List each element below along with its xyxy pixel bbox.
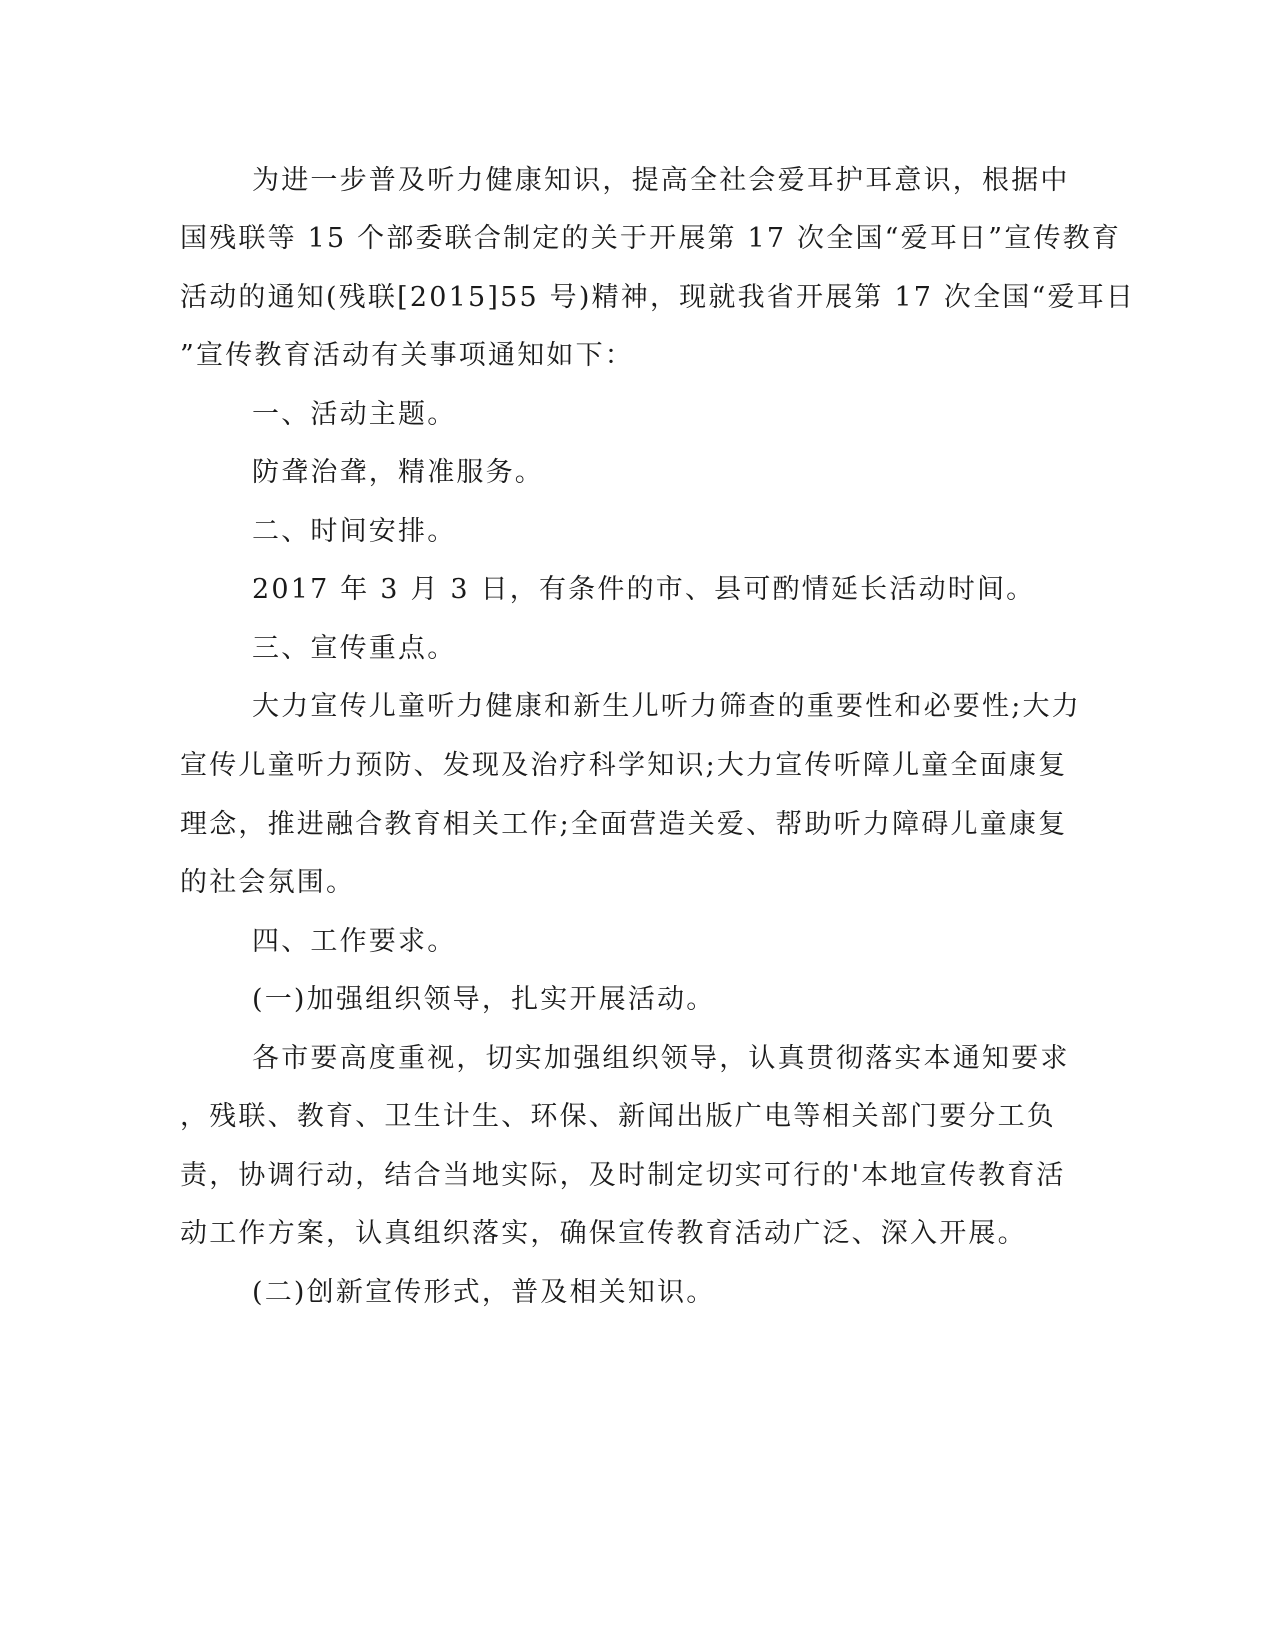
schedule-text: 2017 年 3 月 3 日，有条件的市、县可酌情延长活动时间。	[252, 574, 1036, 605]
subsection-heading-2: (二)创新宣传形式，普及相关知识。	[252, 1277, 716, 1308]
focus-paragraph-line: 宣传儿童听力预防、发现及治疗科学知识;大力宣传听障儿童全面康复	[180, 750, 1068, 781]
requirements-paragraph-line: ，残联、教育、卫生计生、环保、新闻出版广电等相关部门要分工负	[180, 1101, 1056, 1132]
focus-paragraph-line: 的社会氛围。	[180, 867, 356, 898]
subsection-heading-1: (一)加强组织领导，扎实开展活动。	[252, 984, 716, 1015]
intro-paragraph-line: 国残联等 15 个部委联合制定的关于开展第 17 次全国“爱耳日”宣传教育	[180, 223, 1122, 254]
intro-paragraph-line: 活动的通知(残联[2015]55 号)精神，现就我省开展第 17 次全国“爱耳日	[180, 282, 1136, 313]
requirements-paragraph-line: 责，协调行动，结合当地实际，及时制定切实可行的'本地宣传教育活	[180, 1160, 1066, 1191]
requirements-paragraph-line: 动工作方案，认真组织落实，确保宣传教育活动广泛、深入开展。	[180, 1218, 1027, 1249]
requirements-paragraph-line: 各市要高度重视，切实加强组织领导，认真贯彻落实本通知要求	[252, 1043, 1070, 1074]
intro-paragraph-line: 为进一步普及听力健康知识，提高全社会爱耳护耳意识，根据中	[252, 165, 1070, 196]
focus-paragraph-line: 理念，推进融合教育相关工作;全面营造关爱、帮助听力障碍儿童康复	[180, 809, 1068, 840]
focus-paragraph-line: 大力宣传儿童听力健康和新生儿听力筛查的重要性和必要性;大力	[252, 691, 1081, 722]
section-heading-schedule: 二、时间安排。	[252, 516, 457, 547]
section-heading-theme: 一、活动主题。	[252, 399, 457, 430]
section-heading-requirements: 四、工作要求。	[252, 926, 457, 957]
intro-paragraph-line: ”宣传教育活动有关事项通知如下：	[180, 340, 635, 371]
theme-text: 防聋治聋，精准服务。	[252, 457, 544, 488]
section-heading-focus: 三、宣传重点。	[252, 633, 457, 664]
